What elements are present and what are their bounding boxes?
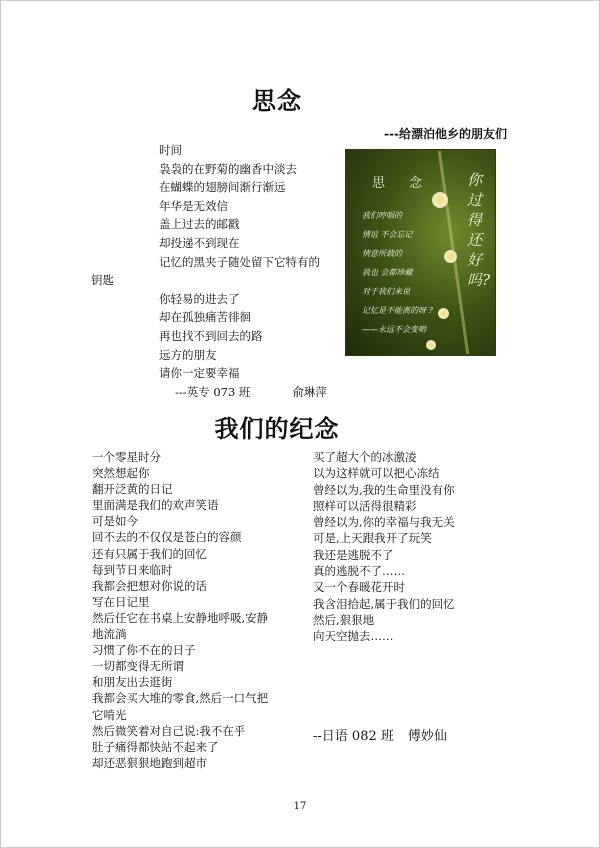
poem-line: 肚子痛得都快站不起来了	[92, 739, 219, 754]
page-number: 17	[293, 801, 307, 812]
poem-line: 真的逃脱不了……	[313, 564, 405, 579]
poem-line: 照样可以活得很精彩	[313, 498, 417, 513]
poem-line: 向天空抛去……	[313, 629, 394, 644]
flower-decoration	[426, 340, 436, 350]
poem-line: 还有只属于我们的回忆	[92, 546, 207, 561]
image-title: 思 念	[372, 176, 433, 191]
image-side-text: 你过得还好吗?	[467, 171, 491, 289]
poem-line: 一切都变得无所谓	[92, 659, 184, 674]
poem-line: 盖上过去的邮戳	[159, 217, 240, 232]
flower-decoration	[438, 308, 449, 319]
poem-line: 我还是逃脱不了	[313, 547, 394, 562]
poem-line: 却还恶狠狠地跑到超市	[92, 755, 207, 770]
poem2-author-name: 傅妙仙	[407, 729, 447, 744]
poem-line: 地流淌	[92, 627, 127, 642]
poem1-body	[91, 141, 359, 401]
poem-line: 写在日记里	[92, 594, 150, 609]
poem-line: 我都会把想对你说的话	[92, 578, 207, 593]
poem-line: 又一个春暖花开时	[313, 580, 405, 595]
poem-illustration-image	[345, 149, 496, 356]
image-text-line: 情谊 不会忘记	[362, 230, 413, 239]
poem-line: 每到节日来临时	[92, 562, 173, 577]
poem-line: 和朋友出去逛街	[92, 675, 173, 690]
poem1-author-name: 俞琳萍	[292, 384, 327, 399]
poem2-author-class: --日语 082 班	[313, 729, 394, 744]
poem-line: 买了超大个的冰激凌	[313, 450, 417, 464]
poem-line: 却在孤独痛苦徘徊	[159, 310, 251, 325]
image-text-line: 我也 会都珍藏	[362, 268, 413, 277]
poem-line: 翻开泛黄的日记	[92, 482, 173, 497]
poem-line: 钥匙	[91, 273, 114, 288]
poem-line: 曾经以为,你的幸福与我无关	[313, 515, 455, 530]
poem-line: 远方的朋友	[159, 347, 217, 362]
image-text-line: 我们哼唱的	[362, 211, 402, 220]
poem-line: 一个零星时分	[92, 450, 161, 464]
image-text-line: ——永远不会变哟	[362, 325, 426, 334]
poem2-title: 我们的纪念	[214, 415, 340, 443]
poem-line: 习惯了你不在的日子	[92, 643, 196, 658]
poem-line: 曾经以为,我的生命里没有你	[313, 482, 455, 497]
poem-line: 再也找不到回去的路	[159, 328, 263, 343]
poem-line: 里面满是我们的欢声笑语	[92, 498, 219, 513]
poem-line: 在蝴蝶的翅膀间渐行渐远	[159, 180, 286, 195]
image-text-line: 对于我们来说	[362, 287, 410, 296]
poem1-title: 思念	[252, 87, 302, 115]
flower-decoration	[444, 250, 457, 263]
poem-line: 却投递不到现在	[159, 235, 240, 250]
poem-line: 时间	[159, 143, 182, 157]
poem-line: 可是,上天跟我开了玩笑	[313, 531, 432, 546]
poem1-author-class: ---英专 073 班	[175, 384, 251, 399]
poem-line: 突然想起你	[92, 466, 150, 481]
poem-line: 然后,狠狠地	[313, 612, 375, 627]
poem-line: 它啃光	[92, 707, 127, 722]
image-text-line: 记忆是不能离的呀 ?	[362, 306, 433, 315]
poem1-author	[175, 383, 359, 402]
poem-line: 请你一定要幸福	[159, 366, 240, 381]
poem2-column-right	[313, 449, 513, 645]
poem2-column-left	[92, 449, 292, 771]
poem-line: 年华是无效信	[159, 198, 228, 213]
flower-decoration	[432, 192, 448, 208]
poem2-author	[313, 725, 447, 744]
poem-line: 然后微笑着对自己说:我不在乎	[92, 723, 246, 738]
poem-line: 袅袅的在野菊的幽香中淡去	[159, 161, 297, 176]
poem-line: 我都会买大堆的零食,然后一口气把	[92, 691, 269, 706]
poem-line: 我含泪拾起,属于我们的回忆	[313, 596, 455, 611]
poem-line: 以为这样就可以把心冻结	[313, 466, 440, 481]
image-text-line: 情意所载的	[362, 249, 402, 258]
poem-line: 可是如今	[92, 514, 138, 529]
poem-line: 然后任它在书桌上安静地呼吸,安静	[92, 610, 269, 625]
poem-line: 记忆的黑夹子随处留下它特有的	[159, 254, 320, 269]
poem1-dedication: ---给漂泊他乡的朋友们	[384, 127, 507, 141]
poem-line: 回不去的不仅仅是苍白的容颜	[92, 530, 242, 545]
poem-line: 你轻易的进去了	[159, 291, 240, 306]
